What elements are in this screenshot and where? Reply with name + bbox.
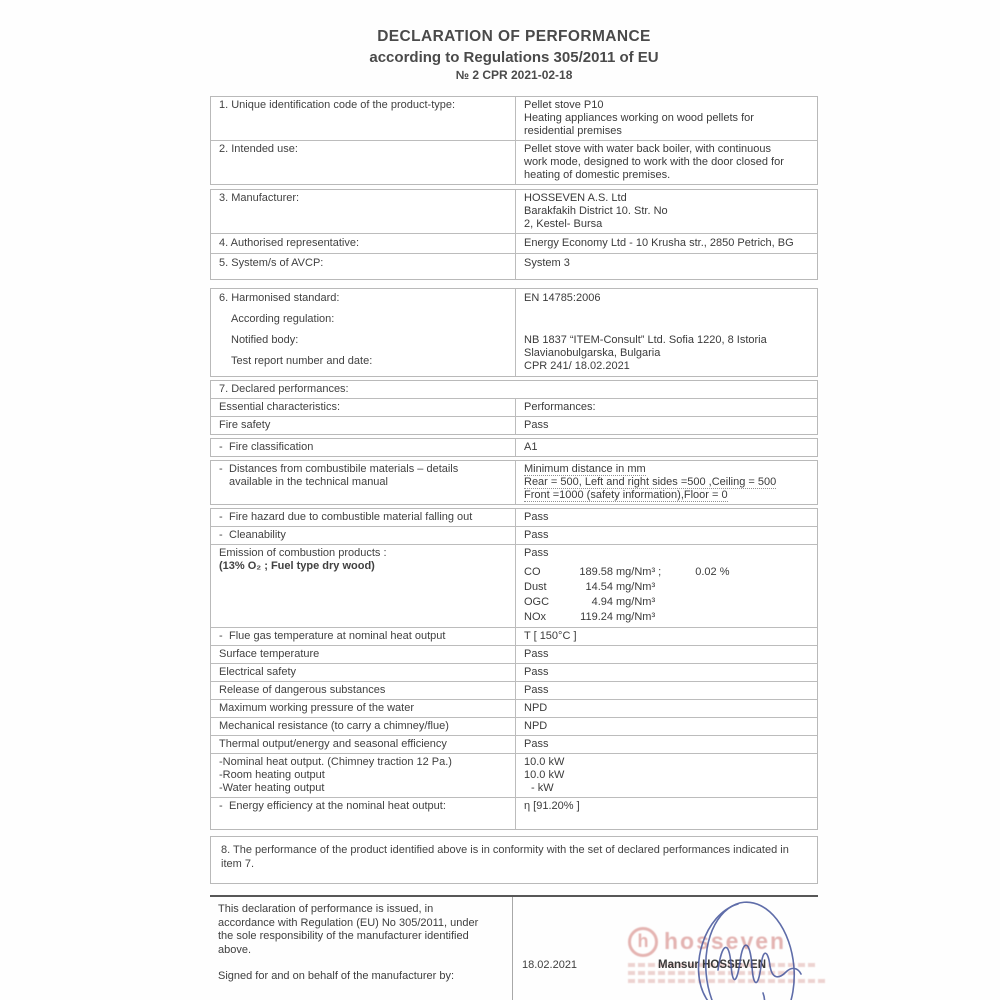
- row-value: [516, 289, 817, 376]
- row-fire-hazard: [211, 509, 817, 526]
- dash-mark: -: [219, 800, 223, 812]
- row-label: Surface temperature: [211, 646, 516, 663]
- row-value: A1: [524, 441, 538, 453]
- row-water-pressure: [211, 699, 817, 717]
- emission-row-co: CO 189.58 mg/Nm³ ; 0.02 %: [524, 566, 730, 578]
- row-label: - Fire hazard due to combustible material falling out: [211, 509, 516, 526]
- row-intended-use: [211, 140, 817, 184]
- row-value: 10.0 kW 10.0 kW - kW: [524, 756, 565, 794]
- row-value: [516, 545, 817, 627]
- standard-value: EN 14785:2006: [524, 292, 601, 304]
- declaration-table: [210, 96, 818, 884]
- row-representative: [211, 233, 817, 253]
- signature-section: [210, 895, 818, 1000]
- emission-row-nox: NOx 119.24 mg/Nm³: [524, 611, 656, 623]
- document-title: DECLARATION OF PERFORMANCE: [377, 28, 651, 45]
- row-value: Pass: [524, 511, 549, 523]
- row-label: 5. System/s of AVCP:: [211, 254, 516, 279]
- conformity-statement: 8. The performance of the product identified above is in conformity with the set of declared performances indicated in item 7.: [221, 844, 789, 870]
- row-energy-efficiency: [211, 797, 817, 829]
- emission-row-ogc: OGC 4.94 mg/Nm³: [524, 596, 656, 608]
- row-value: T [ 150°C ]: [524, 630, 577, 642]
- row-essential-characteristics: [211, 398, 817, 416]
- document-number: № 2 CPR 2021-02-18: [455, 68, 573, 82]
- row-label: 3. Manufacturer:: [211, 190, 516, 233]
- according-regulation-label: According regulation:: [231, 313, 335, 325]
- test-report-value: CPR 241/ 18.02.2021: [524, 360, 630, 372]
- row-surface-temperature: [211, 645, 817, 663]
- emission-table: [524, 565, 809, 625]
- row-label: 4. Authorised representative:: [211, 234, 516, 253]
- notified-body-value: NB 1837 “ITEM-Consult” Ltd. Sofia 1220, 8 Istoria Slavianobulgarska, Bulgaria: [524, 334, 767, 359]
- row-manufacturer: [211, 190, 817, 233]
- row-value: Performances:: [524, 401, 596, 413]
- row-value: Pass: [524, 648, 549, 660]
- row-value: HOSSEVEN A.S. Ltd Barakfakih District 10. Str. No 2, Kestel- Bursa: [524, 192, 668, 230]
- row-label: [211, 289, 516, 376]
- stamp-logo-text: hosseven: [664, 928, 787, 955]
- row-dangerous-substances: [211, 681, 817, 699]
- segment-fire-classification: [210, 438, 818, 457]
- row-label: 7. Declared performances:: [219, 383, 349, 395]
- emission-row-dust: Dust 14.54 mg/Nm³: [524, 581, 656, 593]
- row-value: Pellet stove P10 Heating appliances working on wood pellets for residential premises: [524, 99, 754, 137]
- stamp-logo-icon: h: [628, 927, 658, 957]
- row-value: η [91.20% ]: [524, 800, 580, 812]
- document-header: [210, 0, 818, 82]
- dash-mark: -: [219, 463, 223, 475]
- row-emissions: [211, 544, 817, 627]
- row-label: 2. Intended use:: [211, 141, 516, 184]
- row-declared-performances: [211, 381, 817, 398]
- row-heat-outputs: [211, 753, 817, 797]
- row-label: - Distances from combustibile materials – details available in the technical manual: [211, 461, 516, 504]
- row-standard: [211, 289, 817, 376]
- dash-mark: -: [219, 529, 223, 541]
- spacer: [524, 313, 809, 334]
- row-fire-safety: [211, 416, 817, 434]
- signed-by-label: Signed for and on behalf of the manufacturer by:: [218, 970, 455, 982]
- row-thermal-output: [211, 735, 817, 753]
- segment-distances: [210, 460, 818, 505]
- segment-identification: [210, 96, 818, 185]
- row-value: Energy Economy Ltd - 10 Krusha str., 2850 Petrich, BG: [524, 237, 794, 249]
- row-mechanical-resistance: [211, 717, 817, 735]
- dash-mark: -: [219, 630, 223, 642]
- notified-body-label: Notified body:: [231, 334, 299, 346]
- segment-manufacturer: [210, 189, 818, 280]
- row-label: Fire safety: [211, 417, 516, 434]
- handwritten-signature: [668, 898, 818, 1000]
- row-label: 1. Unique identification code of the product-type:: [211, 97, 516, 140]
- signature-date: 18.02.2021: [522, 959, 578, 971]
- row-electrical-safety: [211, 663, 817, 681]
- row-label: - Cleanability: [211, 527, 516, 544]
- row-value: Minimum distance in mm Rear = 500, Left and right sides =500 ,Ceiling = 500 Front =1000 (safety information),Floor = 0: [524, 463, 777, 501]
- row-value: NPD: [524, 720, 548, 732]
- issuance-statement: This declaration of performance is issued, in accordance with Regulation (EU) No 305/2011, under the sole responsibility of the manufacturer identified above. Signed for and on behalf of the manufacturer by:: [210, 897, 513, 1000]
- row-value: Pass: [524, 529, 549, 541]
- standard-label: 6. Harmonised standard:: [219, 292, 340, 304]
- row-label: Mechanical resistance (to carry a chimney/flue): [211, 718, 516, 735]
- row-label: - Flue gas temperature at nominal heat output: [211, 628, 516, 645]
- segment-declared: [210, 380, 818, 435]
- row-cleanability: [211, 526, 817, 544]
- segment-conformity: [210, 836, 818, 884]
- row-value: NPD: [524, 702, 548, 714]
- dash-mark: -: [219, 441, 223, 453]
- row-value: Pass: [524, 666, 549, 678]
- emission-pass: Pass: [524, 547, 549, 559]
- row-distances: [211, 461, 817, 504]
- row-label: -Nominal heat output. (Chimney traction 12 Pa.) -Room heating output -Water heating output: [211, 754, 516, 797]
- row-label: Thermal output/energy and seasonal efficiency: [211, 736, 516, 753]
- segment-performances: [210, 508, 818, 830]
- row-flue-gas-temperature: [211, 627, 817, 645]
- row-label: Maximum working pressure of the water: [211, 700, 516, 717]
- row-label: Release of dangerous substances: [211, 682, 516, 699]
- row-label: - Fire classification: [211, 439, 516, 456]
- row-value: Pellet stove with water back boiler, with continuous work mode, designed to work with the door closed for heating of domestic premises.: [524, 143, 784, 181]
- segment-standard: [210, 288, 818, 377]
- row-value: Pass: [524, 684, 549, 696]
- test-report-label: Test report number and date:: [231, 355, 373, 367]
- dash-mark: -: [219, 511, 223, 523]
- row-value: Pass: [524, 738, 549, 750]
- row-value: System 3: [524, 257, 570, 269]
- row-label: Essential characteristics:: [211, 399, 516, 416]
- row-fire-classification: [211, 439, 817, 456]
- document-subtitle: according to Regulations 305/2011 of EU: [369, 49, 659, 66]
- row-label: Emission of combustion products : (13% O₂ ; Fuel type dry wood): [211, 545, 516, 627]
- row-label: - Energy efficiency at the nominal heat output:: [211, 798, 516, 829]
- row-avcp: [211, 253, 817, 279]
- row-label: Electrical safety: [211, 664, 516, 681]
- signatory-name: Mansur HOSSEVEN: [658, 959, 766, 971]
- row-value: Pass: [524, 419, 549, 431]
- row-product-id: [211, 97, 817, 140]
